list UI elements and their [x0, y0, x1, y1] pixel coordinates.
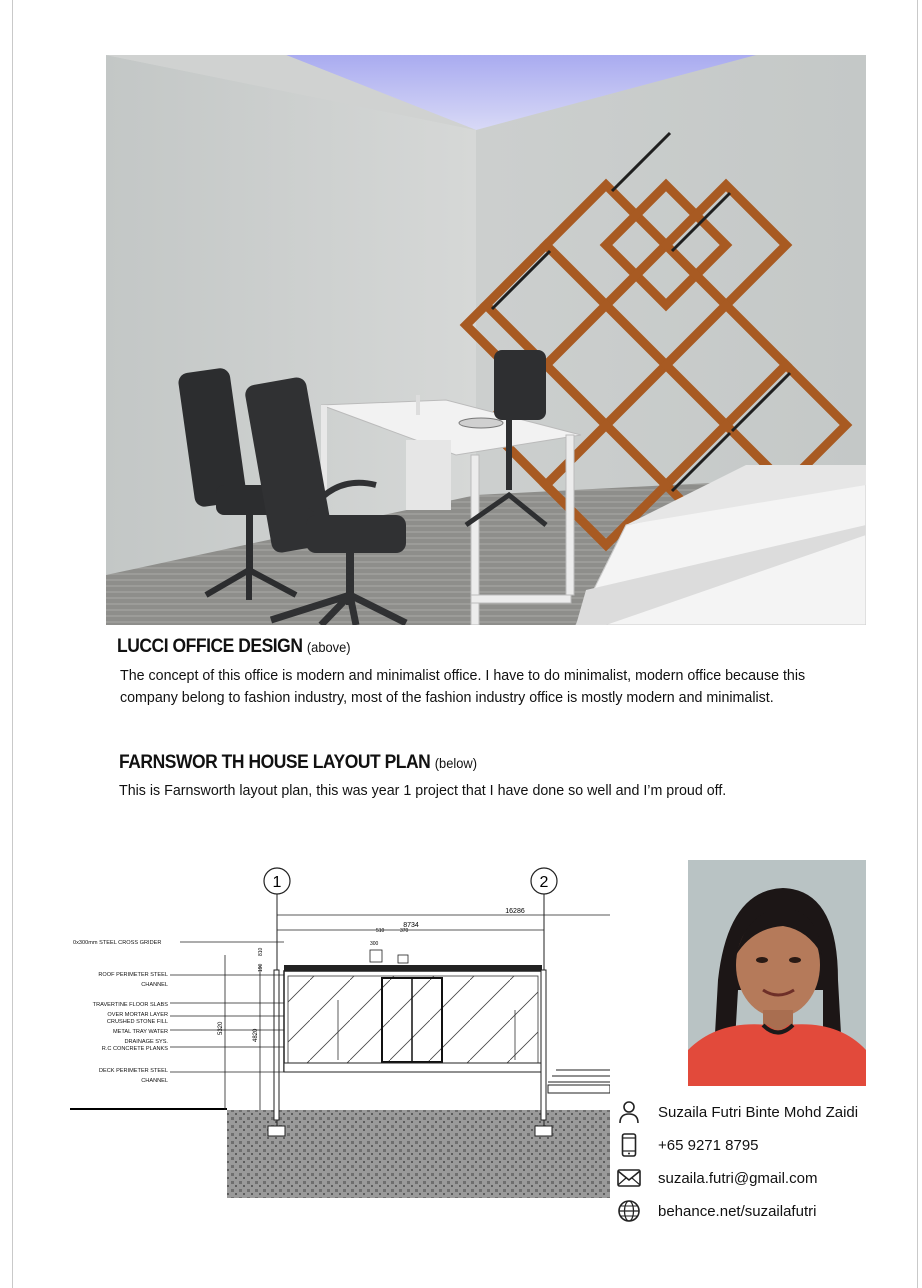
- label-floor-3: CRUSHED STONE FILL: [106, 1019, 168, 1025]
- label-floor-4: METAL TRAY WATER: [112, 1029, 168, 1035]
- grid-marker-1: 1: [272, 874, 282, 891]
- contact-phone[interactable]: +65 9271 8795: [658, 1136, 759, 1154]
- dim-span: 8734: [403, 922, 419, 929]
- globe-icon: [616, 1198, 642, 1224]
- label-floor-6: R.C CONCRETE PLANKS: [101, 1046, 168, 1052]
- contact-website-row: [616, 1197, 906, 1225]
- dim-height-inner: 4820: [253, 1028, 259, 1042]
- grid-marker-2: 2: [539, 874, 549, 891]
- farnsworth-title-note: (below): [434, 755, 477, 771]
- contact-name-row: [616, 1098, 906, 1126]
- dim-d: 190: [258, 963, 264, 972]
- office-title-text: LUCCI OFFICE DESIGN: [117, 636, 303, 657]
- dim-c: 370: [400, 928, 409, 934]
- label-roof-1: ROOF PERIMETER STEEL: [98, 972, 168, 978]
- person-icon: [616, 1099, 642, 1125]
- label-floor-5: DRAINAGE SYS.: [124, 1039, 168, 1045]
- contact-email[interactable]: suzaila.futri@gmail.com: [658, 1169, 818, 1187]
- phone-icon: [616, 1132, 642, 1158]
- office-description-line-1: The concept of this office is modern and minimalist office. I have to do minimalist, modern office because this: [120, 667, 806, 684]
- dim-overall: 16286: [505, 908, 525, 915]
- office-description-line-2: company belong to fashion industry, most of the fashion industry office is mostly modern and minimalist.: [120, 689, 774, 706]
- contact-website[interactable]: behance.net/suzailafutri: [658, 1202, 817, 1220]
- farnsworth-title-text: FARNSWOR TH HOUSE LAYOUT PLAN: [119, 752, 431, 773]
- label-deck-2: CHANNEL: [141, 1078, 168, 1084]
- farnsworth-section-drawing: [70, 860, 610, 1200]
- profile-photo: [688, 860, 866, 1086]
- mail-icon: [616, 1165, 642, 1191]
- dim-b: 300: [370, 941, 379, 947]
- label-cross-grider: 0x300mm STEEL CROSS GRIDER: [73, 940, 162, 946]
- label-floor-2: OVER MORTAR LAYER: [107, 1012, 168, 1018]
- contact-phone-row: [616, 1131, 906, 1159]
- contact-name: Suzaila Futri Binte Mohd Zaidi: [658, 1103, 859, 1121]
- label-floor-1: TRAVERTINE FLOOR SLABS: [92, 1002, 168, 1008]
- farnsworth-title: [119, 752, 477, 774]
- farnsworth-description: This is Farnsworth layout plan, this was year 1 project that I have done so well and I’m proud off.: [119, 782, 727, 799]
- label-roof-2: CHANNEL: [141, 982, 168, 988]
- dim-a: 510: [376, 928, 385, 934]
- office-description: [120, 665, 842, 709]
- label-deck-1: DECK PERIMETER STEEL: [98, 1068, 168, 1074]
- dim-e: 810: [258, 947, 264, 956]
- office-title: [117, 636, 351, 658]
- contact-email-row: [616, 1164, 906, 1192]
- office-render-image: [106, 55, 866, 625]
- office-title-note: (above): [306, 639, 351, 655]
- dim-height: 5320: [218, 1021, 224, 1035]
